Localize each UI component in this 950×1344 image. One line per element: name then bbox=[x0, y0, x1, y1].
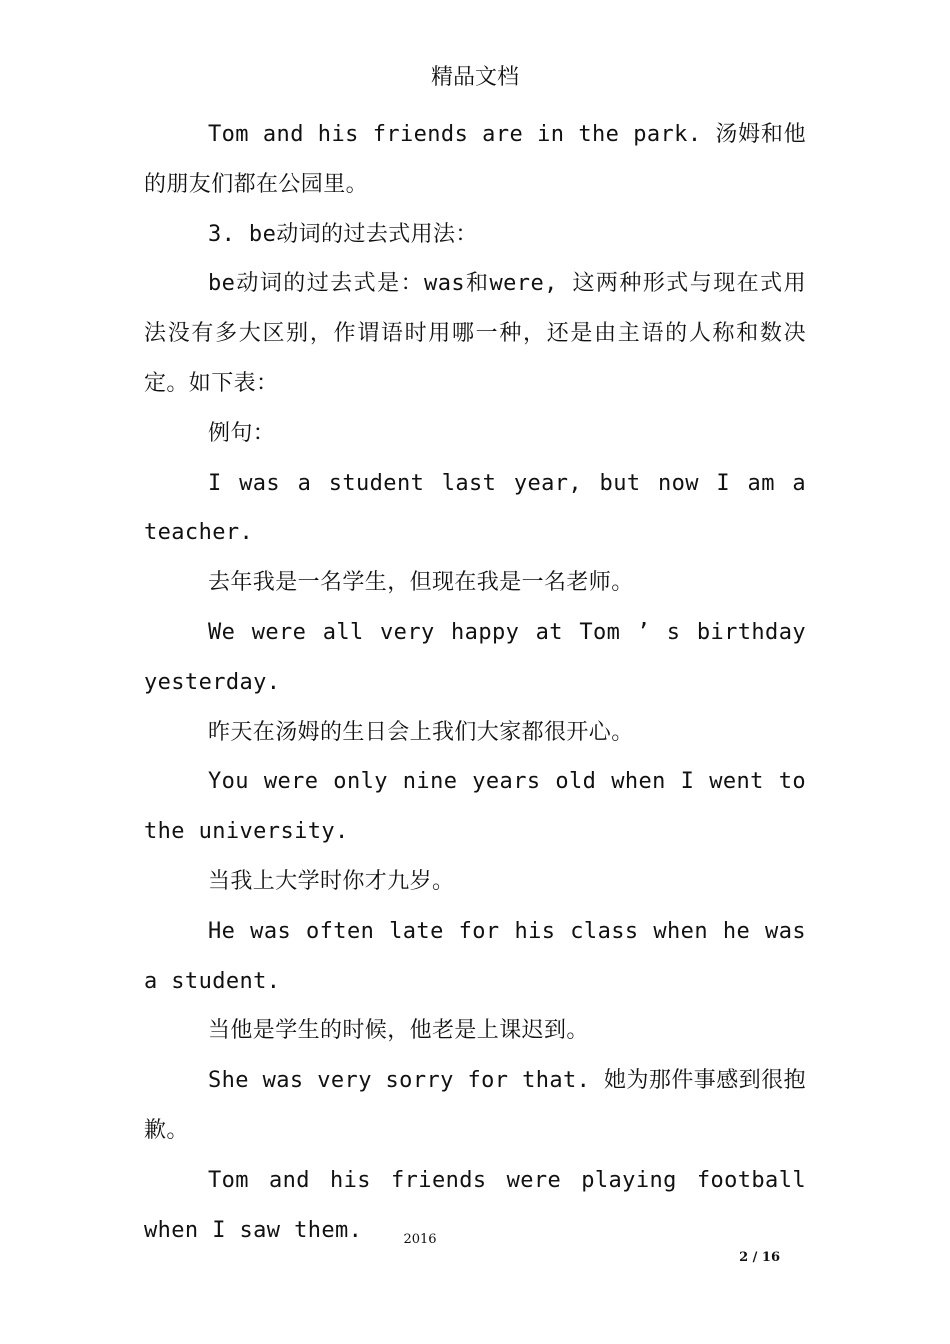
document-body bbox=[144, 110, 806, 1255]
paragraph-9: You were only nine years old when I went to the university. bbox=[144, 769, 806, 845]
paragraph-11: He was often late for his class when he was a student. bbox=[144, 918, 806, 994]
paragraph-8: 昨天在汤姆的生日会上我们大家都很开心。 bbox=[208, 719, 634, 745]
paragraph-3: be动词的过去式是：was和were, 这两种形式与现在式用法没有多大区别，作谓语时用哪一种，还是由主语的人称和数决定。如下表： bbox=[144, 271, 806, 396]
paragraph-14: Tom and his friends were playing football when I saw them. bbox=[144, 1167, 806, 1243]
page-number: 2 / 16 bbox=[739, 1250, 780, 1265]
paragraph-4: 例句： bbox=[208, 420, 276, 446]
paragraph-5: I was a student last year, but now I am a teacher. bbox=[144, 470, 806, 546]
paragraph-13: She was very sorry for that. 她为那件事感到很抱歉。 bbox=[144, 1068, 806, 1143]
paragraph-10: 当我上大学时你才九岁。 bbox=[208, 868, 455, 894]
paragraph-1: Tom and his friends are in the park. 汤姆和他的朋友们都在公园里。 bbox=[144, 122, 806, 197]
paragraph-12: 当他是学生的时候，他老是上课迟到。 bbox=[208, 1018, 589, 1044]
page-header-title: 精品文档 bbox=[430, 65, 519, 90]
paragraph-6: 去年我是一名学生，但现在我是一名老师。 bbox=[208, 570, 634, 596]
paragraph-2: 3. be动词的过去式用法： bbox=[208, 221, 478, 247]
footer-year: 2016 bbox=[403, 1232, 437, 1247]
paragraph-7: We were all very happy at Tom ’ s birthday yesterday. bbox=[144, 619, 806, 695]
